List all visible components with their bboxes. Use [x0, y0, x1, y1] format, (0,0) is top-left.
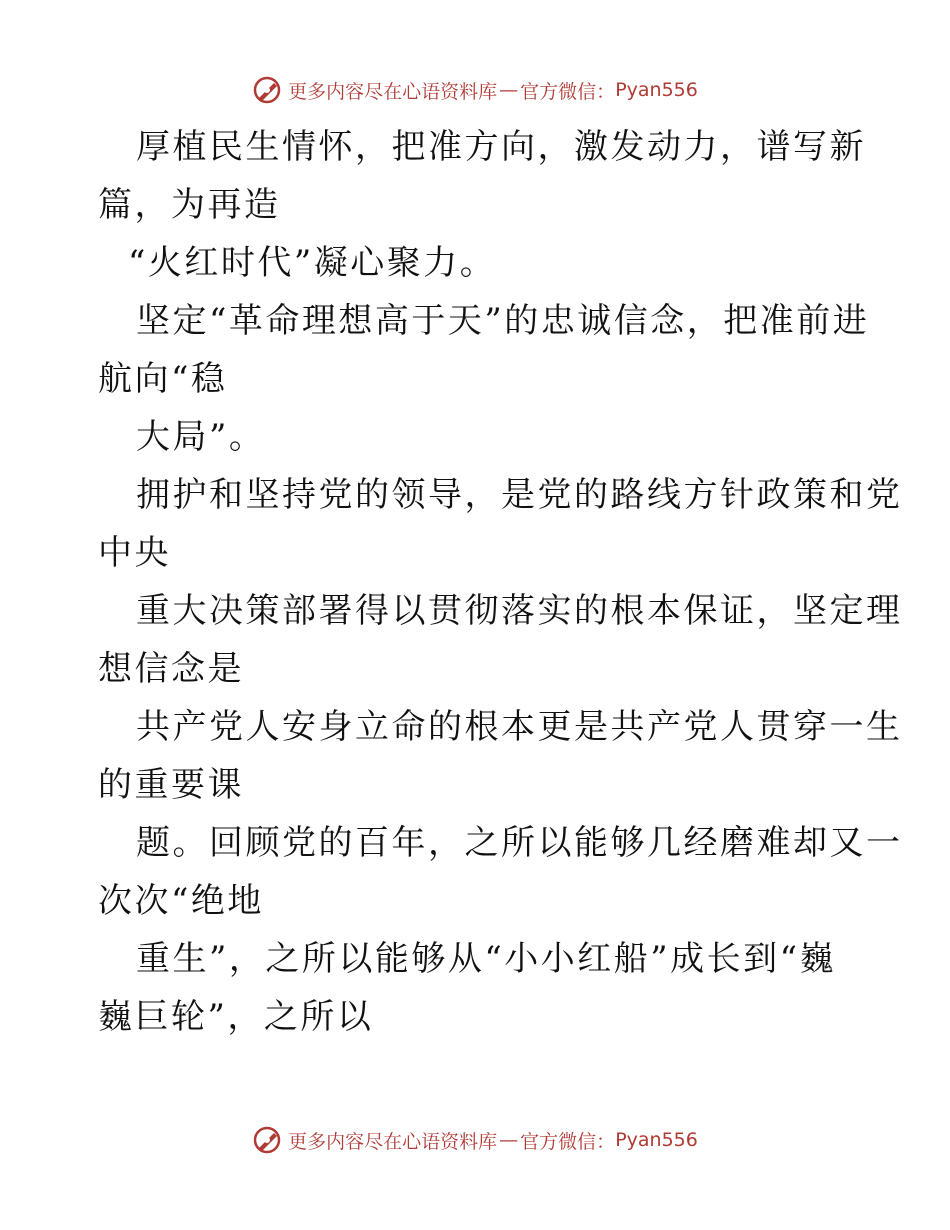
body-line: 厚植民生情怀，把准方向，激发动力，谱写新	[136, 127, 866, 167]
banner-wechat-label: 官方微信：	[520, 80, 616, 103]
body-line: 共产党人安身立命的根本更是共产党人贯穿一生	[136, 707, 903, 747]
banner-separator: —	[499, 79, 519, 101]
banner-text: 更多内容尽在心语资料库	[288, 1130, 498, 1153]
body-line: 中央	[98, 533, 171, 573]
body-line: 拥护和坚持党的领导，是党的路线方针政策和党	[136, 475, 903, 515]
body-line: 想信念是	[98, 649, 244, 689]
body-line: 大局”。	[136, 417, 266, 457]
body-line: “火红时代”凝心聚力。	[128, 243, 497, 283]
banner-wechat-label: 官方微信：	[520, 1130, 616, 1153]
pen-logo-icon	[252, 75, 282, 105]
body-line: 坚定“革命理想高于天”的忠诚信念，把准前进	[136, 301, 870, 341]
footer-watermark-banner	[0, 1120, 950, 1160]
body-line: 重生”，之所以能够从“小小红船”成长到“巍	[136, 939, 837, 979]
pen-logo-icon	[252, 1125, 282, 1155]
banner-wechat-id: Pyan556	[615, 79, 698, 101]
banner-wechat-id: Pyan556	[615, 1129, 698, 1151]
body-line: 航向“稳	[98, 359, 228, 399]
body-line: 的重要课	[98, 765, 244, 805]
banner-text: 更多内容尽在心语资料库	[288, 80, 498, 103]
banner-separator: —	[499, 1129, 519, 1151]
body-line: 重大决策部署得以贯彻落实的根本保证，坚定理	[136, 591, 903, 631]
header-watermark-banner	[0, 70, 950, 110]
body-line: 巍巨轮”，之所以	[98, 997, 374, 1037]
body-line: 次次“绝地	[98, 881, 264, 921]
body-line: 题。回顾党的百年，之所以能够几经磨难却又一	[136, 823, 903, 863]
body-line: 篇，为再造	[98, 185, 281, 225]
